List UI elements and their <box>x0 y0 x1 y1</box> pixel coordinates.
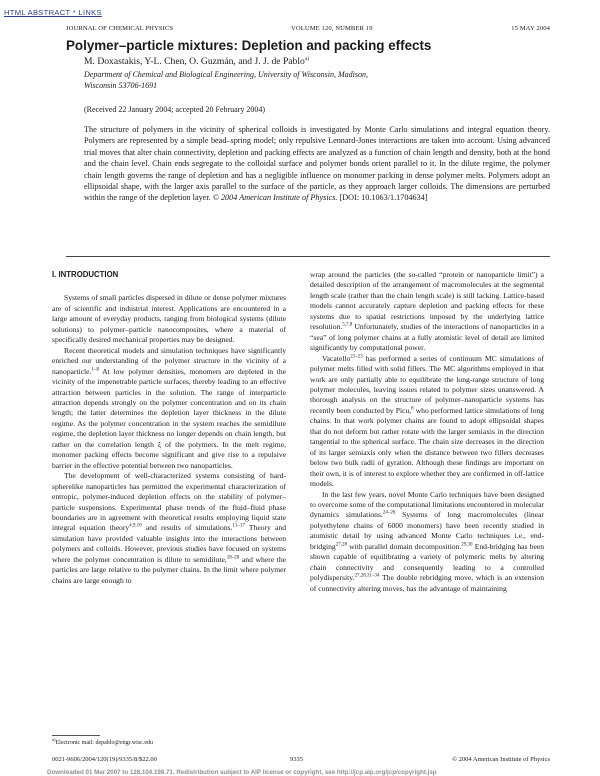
abstract-divider <box>66 256 550 257</box>
intro-paragraph-1: Systems of small particles dispersed in dilute or dense polymer mixtures are of scientific and industrial interest. Applications are encountered in a large amount of everyday products, ranging from biological systems (dilute solutions) to polymer–particle nanocomposites, where a material of specifically desired mechanical properties may be designed. <box>52 293 286 345</box>
footnote-divider <box>52 735 100 736</box>
intro-paragraph-6: In the last few years, novel Monte Carlo techniques have been designed to overcome some of the computational limitations encountered in molecular dynamics simulations.$^{24-26}$ Systems of long macromolecules (linear polyethylene chains of 6000 monomers) have been recently studied in atomistic detail by using advanced Monte Carlo techniques i.e., end-bridging$^{27,28}$ with parallel domain decomposition.$^{29,30}$ End-bridging has been shown capable of equilibrating a variety of polymeric melts by altering chain connectivity and consequently leading to a controlled polydispersity.$^{27,28,31-34}$ The double rebridging move, which is an extension of connectivity altering moves, has the advantage of maintaining <box>310 489 544 593</box>
footer-page-number: 9335 <box>290 756 303 763</box>
citation: 21–23 <box>350 354 363 360</box>
citation: 11–17 <box>232 523 245 529</box>
footnote-mark: a) <box>52 737 56 742</box>
left-column <box>52 270 286 586</box>
html-abstract-links[interactable]: HTML ABSTRACT * LINKS <box>4 8 102 17</box>
section-heading-introduction: I. INTRODUCTION <box>52 270 119 279</box>
abstract-copyright: © 2004 American Institute of Physics. <box>212 193 338 203</box>
affiliation-line-1: Department of Chemical and Biological Engineering, University of Wisconsin, Madison, <box>84 70 368 79</box>
author-footnote-mark: a) <box>304 56 310 62</box>
citation: 4,9,10 <box>129 523 142 529</box>
abstract-doi: [DOI: 10.1063/1.1704634] <box>339 193 428 203</box>
footer-copyright: © 2004 American Institute of Physics <box>452 756 550 763</box>
abstract <box>84 124 550 204</box>
footnote-text: Electronic mail: depablo@engr.wisc.edu <box>55 740 153 746</box>
citation: 8 <box>411 406 414 412</box>
paper-title: Polymer–particle mixtures: Depletion and packing effects <box>66 38 432 53</box>
affiliation-line-2: Wisconsin 53706-1691 <box>84 80 158 90</box>
intro-paragraph-3: The development of well-characterized systems consisting of hard-spherelike nanoparticles has permitted the experimental characterization of entropic, polymer-induced depletion effects on the stability of polymer–particle suspensions. Experimental phase trends of the fluid–fluid phase boundaries are in agreement with theoretical results employing liquid state integral equation theory$^{4,9,10}$ and results of simulations.$^{11-17}$ Theory and simulation have provided valuable insights into the interactions between polymers and colloids. However, previous studies have focused on systems where the polymer concentration is dilute to semidilute,$^{18-20}$ and where the particles are large relative to the polymer chains. In the limit where polymer chains are large enough to <box>52 471 286 585</box>
citation: 5,7,8 <box>342 322 353 328</box>
footnote <box>52 737 153 746</box>
right-column <box>310 270 544 594</box>
download-notice: Downloaded 01 Mar 2007 to 128.104.198.71. Redistribution subject to AIP license or copyright, see http://jcp.aip.org/jcp/copyright.jsp <box>47 769 437 776</box>
journal-date: 15 MAY 2004 <box>511 25 550 32</box>
journal-volume: VOLUME 120, NUMBER 19 <box>291 25 373 32</box>
affiliation <box>84 70 504 91</box>
citation: 27,28,31–34 <box>354 573 380 579</box>
intro-paragraph-5: Vacatello$^{21-23}$ has performed a series of continuum MC simulations of polymer melts filled with solid fillers. The MC algorithms employed in that work are only partially able to equilibrate the long-range structure of long polymer molecules, leaving issues related to polymer sizes unanswered. A thorough analysis on the structure of polymer–nanoparticle systems has recently been conducted by Picu,$^8$ who performed lattice simulations of long chains. In that work polymer chains are found to adopt ellipsoidal shapes that do not deform but rather rotate with the larger semiaxis in the direction tangential to the spherical surface. The chain size decreases in the direction of its larger semiaxis only when the distance between two fillers decreases below two bulk radii of gyration. Although these findings are important on their own, it is of interest to explore whether they are confirmed in off-lattice models. <box>310 353 544 489</box>
author-names: M. Doxastakis, Y-L. Chen, O. Guzmán, and J. J. de Pablo <box>84 56 305 68</box>
abstract-text: The structure of polymers in the vicinity of spherical colloids is investigated by Monte Carlo simulations and integral equation theory. Polymers are represented by a simple bead–spring model; only repulsive Lennard-Jones interactions are taken into account. Using advanced trial moves that alter chain connectivity, depletion and packing effects are analyzed as a function of chain length and density, both at the bond and the chain level. Chain ends segregate to the colloidal surface and polymer bonds orient parallel to it. In the dilute regime, the polymer chain length governs the range of depletion and has a negligible influence on monomer packing in dense polymer melts. Polymers adopt an ellipsoidal shape, with the larger axis parallel to the surface of the particle, as they approach larger colloids. The dimensions are perturbed within the range of the depletion layer. <box>84 125 550 203</box>
citation: 24–26 <box>382 510 396 516</box>
top-links[interactable] <box>4 2 102 17</box>
citation: 27,28 <box>335 542 347 548</box>
citation: 29,30 <box>461 542 473 548</box>
citation: 1–8 <box>91 367 99 373</box>
journal-name: JOURNAL OF CHEMICAL PHYSICS <box>66 25 174 32</box>
citation: 18–20 <box>226 555 240 561</box>
footer-article-code: 0021-9606/2004/120(19)/9335/8/$22.00 <box>52 756 157 763</box>
authors <box>84 56 309 67</box>
received-dates: (Received 22 January 2004; accepted 20 February 2004) <box>84 105 266 114</box>
intro-paragraph-2: Recent theoretical models and simulation techniques have significantly enriched our understanding of the polymer structure in the vicinity of a nanoparticle.$^{1-8}$ At low polymer densities, monomers are depleted in the vicinity of the impenetrable particle surfaces, thereby leading to an effective attraction between particles in the solution. The range of interparticle attraction depends strongly on the polymer concentration and on its chain length; the latter determines the depletion layer thickness in the dilute regime. As the polymer concentration in the system reaches the semidilute regime, the depletion layer thickness no longer depends on chain length, but rather on the correlation length ξ of the polymers. In the melt regime, monomer packing effects become significant and give rise to a repulsive barrier in the effective potential between two nanoparticles. <box>52 345 286 470</box>
intro-paragraph-4: wrap around the particles (the so-called “protein or nanoparticle limit”) a detailed description of the arrangement of macromolecules at the segmental length scale (rather than the chain length scale) is still lacking. Lattice-based models cannot accurately capture depletion and packing effects for these systems due to spatial restrictions imposed by the underlying lattice resolution.$^{5,7,8}$ Unfortunately, studies of the interactions of nanoparticles in a “sea” of long polymer chains at a fully atomistic level of detail are limited significantly by computational power. <box>310 270 544 353</box>
